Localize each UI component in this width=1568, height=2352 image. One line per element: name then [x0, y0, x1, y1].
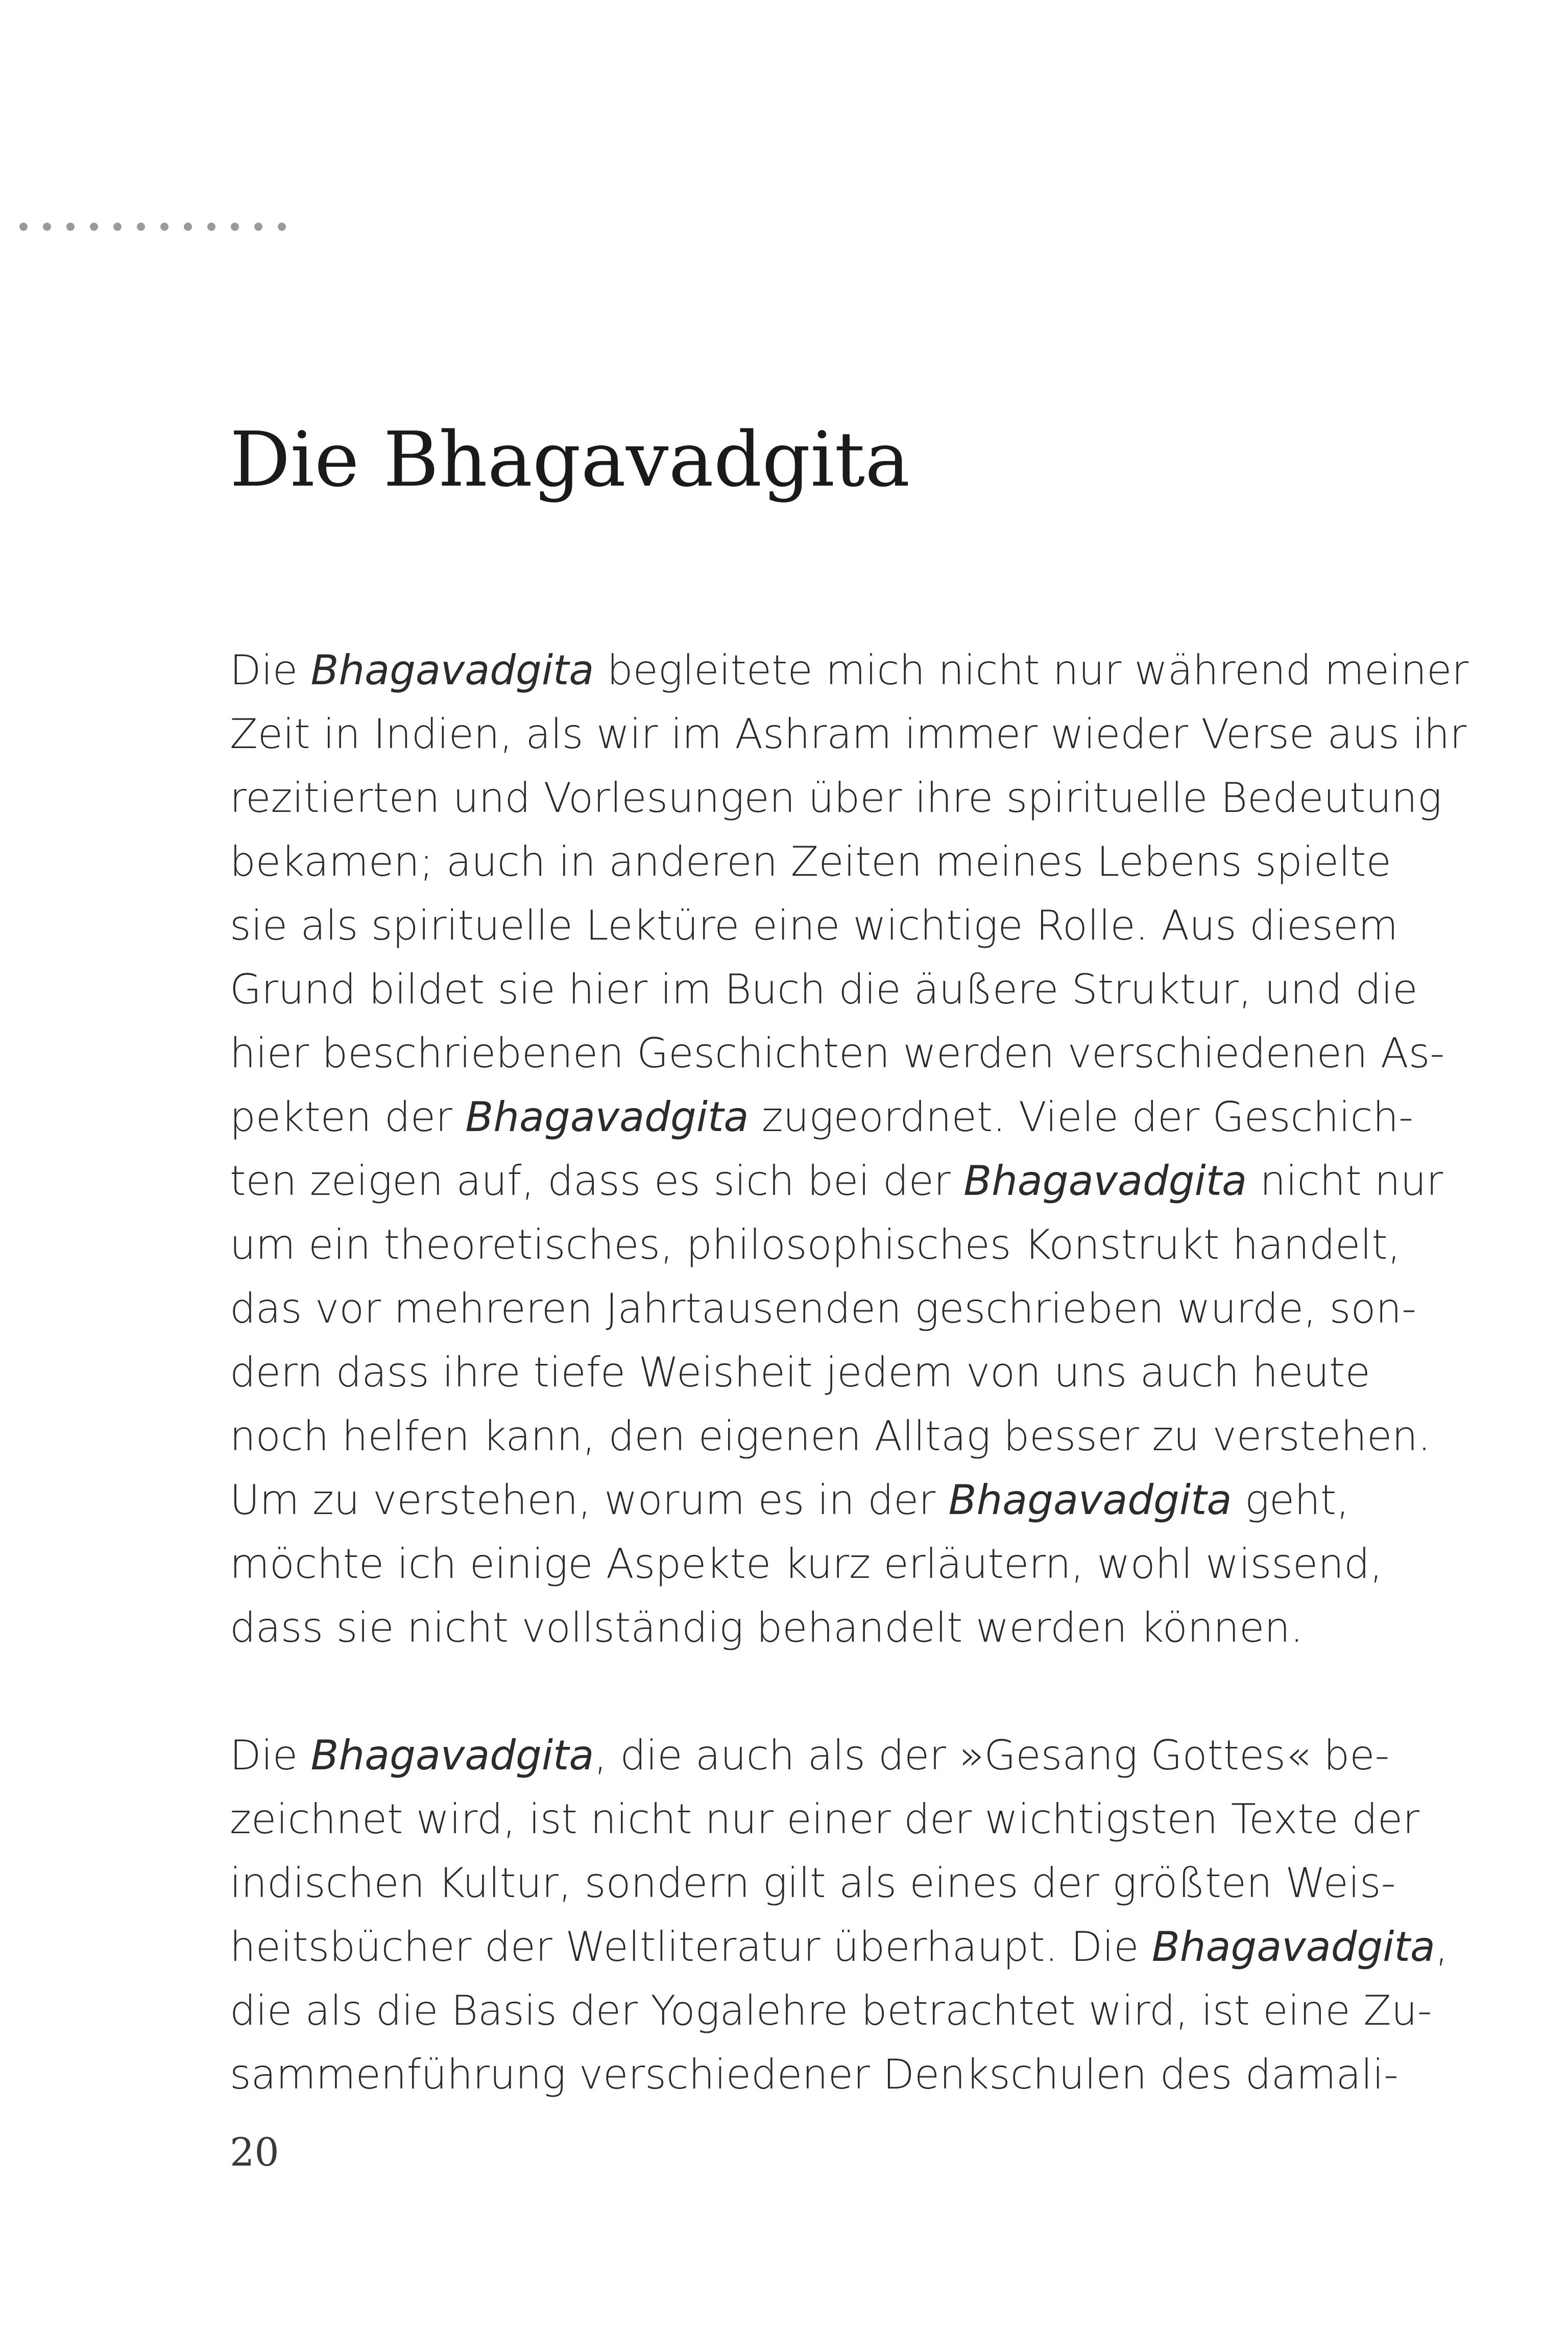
- text-line: dern dass ihre tiefe Weisheit jedem von uns auch heute: [230, 1349, 1370, 1396]
- text-line: heitsbücher der Weltliteratur überhaupt. Die Bhagavadgita,: [230, 1923, 1449, 1971]
- italic-title: Bhagavadgita: [1151, 1923, 1435, 1971]
- page-number: 20: [230, 2129, 279, 2175]
- chapter-title: Die Bhagavadgita: [230, 416, 910, 503]
- text-line: sie als spirituelle Lektüre eine wichtige Rolle. Aus diesem: [230, 902, 1398, 949]
- text-line: hier beschriebenen Geschichten werden verschiedenen As-: [230, 1029, 1445, 1077]
- ornament-dot: [137, 223, 145, 231]
- dotted-ornament: [19, 223, 286, 231]
- text-line: Die Bhagavadgita, die auch als der »Gesang Gottes« be-: [230, 1732, 1390, 1779]
- italic-title: Bhagavadgita: [310, 646, 594, 694]
- text-line: Um zu verstehen, worum es in der Bhagavadgita geht,: [230, 1476, 1349, 1524]
- text-line: ten zeigen auf, dass es sich bei der Bhagavadgita nicht nur: [230, 1157, 1443, 1205]
- text-line: um ein theoretisches, philosophisches Konstrukt handelt,: [230, 1221, 1401, 1268]
- text-line: die als die Basis der Yogalehre betrachtet wird, ist eine Zu-: [230, 1987, 1432, 2034]
- text-line: rezitierten und Vorlesungen über ihre spirituelle Bedeutung: [230, 774, 1442, 822]
- ornament-dot: [113, 223, 122, 231]
- text-line: bekamen; auch in anderen Zeiten meines Lebens spielte: [230, 838, 1391, 885]
- text-line: Die Bhagavadgita begleitete mich nicht nur während meiner: [230, 646, 1469, 694]
- ornament-dot: [231, 223, 239, 231]
- text-line: noch helfen kann, den eigenen Alltag besser zu verstehen.: [230, 1412, 1431, 1460]
- text-line: sammenführung verschiedener Denkschulen des damali-: [230, 2051, 1398, 2098]
- ornament-dot: [19, 223, 28, 231]
- ornament-dot: [278, 223, 286, 231]
- text-line: zeichnet wird, ist nicht nur einer der wichtigsten Texte der: [230, 1795, 1420, 1843]
- text-line: dass sie nicht vollständig behandelt werden können.: [230, 1604, 1304, 1651]
- italic-title: Bhagavadgita: [948, 1476, 1232, 1524]
- body-text: [230, 638, 1469, 2106]
- italic-title: Bhagavadgita: [963, 1157, 1247, 1205]
- ornament-dot: [254, 223, 262, 231]
- italic-title: Bhagavadgita: [310, 1732, 594, 1779]
- italic-title: Bhagavadgita: [465, 1093, 749, 1141]
- text-line: indischen Kultur, sondern gilt als eines der größten Weis-: [230, 1859, 1396, 1907]
- ornament-dot: [160, 223, 168, 231]
- text-line: Zeit in Indien, als wir im Ashram immer wieder Verse aus ihr: [230, 710, 1467, 758]
- ornament-dot: [66, 223, 75, 231]
- ornament-dot: [184, 223, 192, 231]
- text-line: Grund bildet sie hier im Buch die äußere Struktur, und die: [230, 966, 1418, 1013]
- ornament-dot: [207, 223, 215, 231]
- ornament-dot: [90, 223, 98, 231]
- text-line: pekten der Bhagavadgita zugeordnet. Viele der Geschich-: [230, 1093, 1414, 1141]
- ornament-dot: [43, 223, 51, 231]
- paragraph: [230, 1723, 1449, 2106]
- text-line: möchte ich einige Aspekte kurz erläutern, wohl wissend,: [230, 1540, 1383, 1588]
- text-line: das vor mehreren Jahrtausenden geschrieben wurde, son-: [230, 1285, 1416, 1332]
- paragraph: [230, 638, 1469, 1660]
